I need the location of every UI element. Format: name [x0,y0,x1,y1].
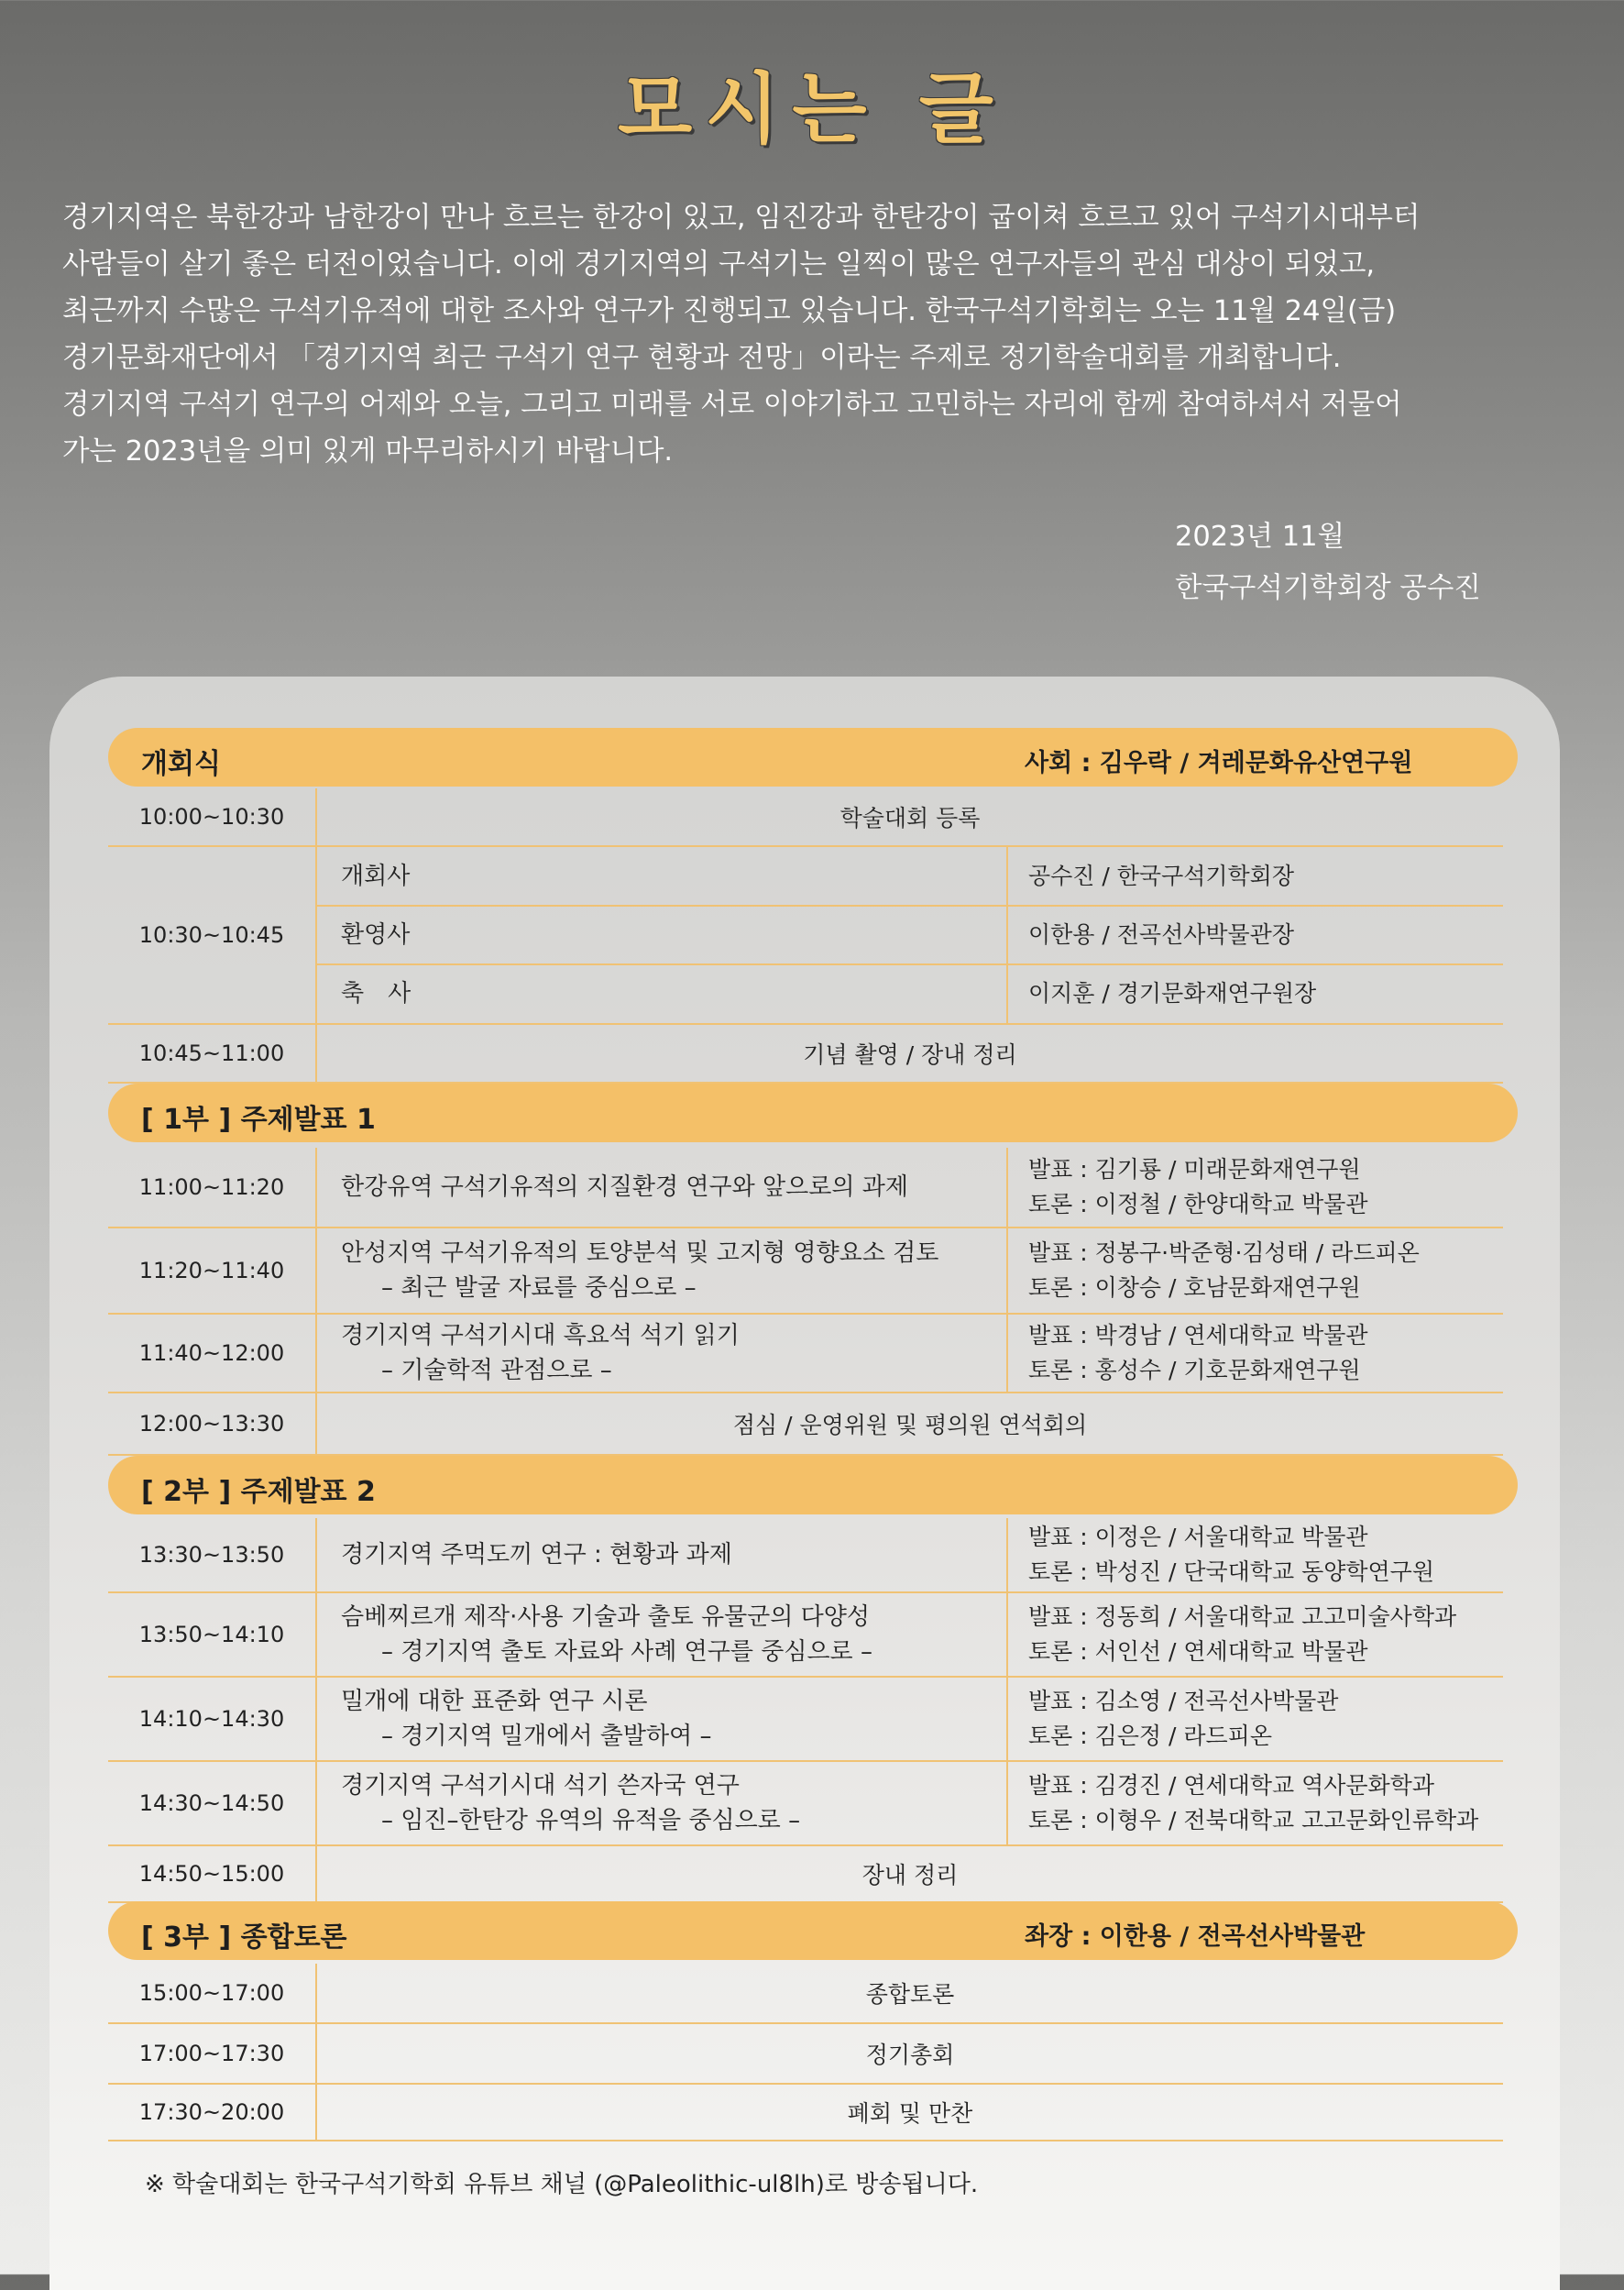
presenter: 발표 : 이정은 / 서울대학교 박물관 [1028,1524,1368,1550]
table-row [108,2085,1503,2141]
discussant: 토론 : 박성진 / 단국대학교 동양학연구원 [1028,1558,1434,1585]
section-bar-part2 [108,1456,1518,1514]
divider [315,1678,317,1760]
presenter: 발표 : 김기룡 / 미래문화재연구원 [1028,1156,1361,1183]
paper-subtitle: – 임진–한탄강 유역의 유적을 중심으로 – [381,1807,801,1834]
row-time: 10:00~10:30 [138,804,285,830]
paper-title [341,1678,1001,1760]
divider [315,1518,317,1591]
divider [1006,1678,1008,1760]
letter-signature: 한국구석기학회장 공수진 [1175,572,1481,604]
letter-line: 경기문화재단에서 「경기지역 최근 구석기 연구 현황과 전망」이라는 주제로 정기학술대회를 개최합니다. [62,342,1342,374]
row-text: 점심 / 운영위원 및 평의원 연석회의 [732,1412,1088,1438]
row-role: 축 사 [341,980,411,1007]
row-text: 정기총회 [865,2042,955,2068]
paper-title-text: 밀개에 대한 표준화 연구 시론 [341,1688,648,1715]
discussant: 토론 : 김은정 / 라드피온 [1028,1723,1272,1749]
row-time: 14:30~14:50 [138,1790,285,1816]
paper-subtitle: – 최근 발굴 자료를 중심으로 – [381,1274,697,1302]
paper-people [1028,1315,1503,1392]
table-row [108,1846,1503,1903]
divider [315,847,317,1023]
table-row [108,788,1503,847]
paper-people [1028,1678,1503,1760]
presenter: 발표 : 정봉구·박준형·김성태 / 라드피온 [1028,1239,1420,1266]
discussant: 토론 : 이창승 / 호남문화재연구원 [1028,1274,1361,1301]
row-person: 이한용 / 전곡선사박물관장 [1028,921,1294,948]
row-time: 17:30~20:00 [138,2099,285,2125]
divider [1006,847,1008,1023]
discussant: 토론 : 홍성수 / 기호문화재연구원 [1028,1357,1361,1383]
row-time: 11:40~12:00 [138,1340,285,1366]
row-time: 12:00~13:30 [138,1411,285,1437]
presenter: 발표 : 박경남 / 연세대학교 박물관 [1028,1322,1368,1349]
paper-subtitle: – 기술학적 관점으로 – [381,1357,612,1384]
row-person: 이지훈 / 경기문화재연구원장 [1028,980,1317,1007]
paper-title-text: 안성지역 구석기유적의 토양분석 및 고지형 영향요소 검토 [341,1239,939,1267]
row-time: 14:50~15:00 [138,1861,285,1887]
letter-line: 경기지역은 북한강과 남한강이 만나 흐르는 한강이 있고, 임진강과 한탄강이 굽이쳐 흐르고 있어 구석기시대부터 [62,202,1421,234]
section-chair: 좌장 : 이한용 / 전곡선사박물관 [1025,1922,1366,1951]
section-host: 사회 : 김우락 / 겨레문화유산연구원 [1025,749,1413,777]
divider [315,1148,317,1227]
row-time: 13:30~13:50 [138,1542,285,1568]
paper-people [1028,1762,1503,1844]
discussant: 토론 : 서인선 / 연세대학교 박물관 [1028,1638,1368,1665]
presenter: 발표 : 정동희 / 서울대학교 고고미술사학과 [1028,1603,1457,1630]
paper-title [341,1148,1001,1227]
table-row [108,1393,1503,1456]
letter-line: 가는 2023년을 의미 있게 마무리하시기 바랍니다. [62,435,674,468]
table-row [108,1315,1503,1393]
paper-people [1028,1228,1503,1313]
divider [1006,1762,1008,1844]
page-title: 모시는 글 [618,64,1006,154]
row-time: 11:00~11:20 [138,1174,285,1200]
row-person: 공수진 / 한국구석기학회장 [1028,863,1294,889]
row-role: 개회사 [341,863,411,890]
divider [317,963,1503,965]
paper-title [341,1228,1001,1313]
section-title: [ 3부 ] 종합토론 [141,1921,347,1954]
table-row [108,1148,1503,1228]
section-title: [ 1부 ] 주제발표 1 [141,1104,376,1136]
row-time: 10:45~11:00 [138,1040,285,1066]
divider [1006,1518,1008,1591]
divider [315,1593,317,1676]
paper-subtitle: – 경기지역 출토 자료와 사례 연구를 중심으로 – [381,1638,872,1666]
paper-title-text: 경기지역 구석기시대 흑요석 석기 읽기 [341,1322,740,1349]
discussant: 토론 : 이정철 / 한양대학교 박물관 [1028,1191,1368,1217]
divider [317,905,1503,907]
divider [1006,1148,1008,1227]
row-time: 14:10~14:30 [138,1706,285,1732]
paper-title-text: 경기지역 주먹도끼 연구 : 현황과 과제 [341,1541,732,1569]
section-bar-part1 [108,1084,1518,1142]
paper-title-text: 슴베찌르개 제작·사용 기술과 출토 유물군의 다양성 [341,1603,871,1631]
presenter: 발표 : 김소영 / 전곡선사박물관 [1028,1688,1339,1714]
row-text: 폐회 및 만찬 [847,2100,973,2127]
discussant: 토론 : 이형우 / 전북대학교 고고문화인류학과 [1028,1807,1479,1833]
letter-date: 2023년 11월 [1175,521,1345,553]
letter-line: 경기지역 구석기 연구의 어제와 오늘, 그리고 미래를 서로 이야기하고 고민하는 자리에 함께 참여하셔서 저물어 [62,389,1402,421]
divider [315,1228,317,1313]
row-role: 환영사 [341,921,411,949]
paper-title-text: 경기지역 구석기시대 석기 쓴자국 연구 [341,1772,740,1800]
table-row [108,847,1503,1025]
table-row [108,1964,1503,2024]
letter-line: 사람들이 살기 좋은 터전이었습니다. 이에 경기지역의 구석기는 일찍이 많은 연구자들의 관심 대상이 되었고, [62,248,1376,281]
paper-people [1028,1148,1503,1227]
divider [315,1315,317,1392]
row-text: 종합토론 [865,1981,955,2008]
section-title: [ 2부 ] 주제발표 2 [141,1476,376,1508]
table-row [108,1518,1503,1593]
row-text: 학술대회 등록 [839,805,981,831]
paper-people [1028,1518,1503,1591]
row-text: 기념 촬영 / 장내 정리 [803,1041,1017,1068]
section-bar-part3 [108,1901,1518,1960]
table-row [108,1593,1503,1678]
divider [1006,1593,1008,1676]
invitation-letter [62,194,1565,475]
row-text: 장내 정리 [861,1862,959,1888]
section-bar-opening [108,728,1518,787]
table-row [108,2024,1503,2085]
table-row [108,1762,1503,1846]
row-time: 10:30~10:45 [138,922,285,948]
letter-line: 최근까지 수많은 구석기유적에 대한 조사와 연구가 진행되고 있습니다. 한국구석기학회는 오는 11월 24일(금) [62,295,1397,327]
row-time: 13:50~14:10 [138,1622,285,1647]
paper-title [341,1762,1001,1844]
paper-title [341,1593,1001,1676]
section-title: 개회식 [141,748,221,780]
broadcast-note: ※ 학술대회는 한국구석기학회 유튜브 채널 (@Paleolithic-ul8lh)로 방송됩니다. [145,2171,979,2198]
paper-people [1028,1593,1503,1676]
divider [1006,1315,1008,1392]
table-row [108,1228,1503,1315]
table-row [108,1678,1503,1762]
paper-subtitle: – 경기지역 밀개에서 출발하여 – [381,1723,712,1750]
row-time: 15:00~17:00 [138,1980,285,2006]
row-time: 11:20~11:40 [138,1258,285,1283]
paper-title-text: 한강유역 구석기유적의 지질환경 연구와 앞으로의 과제 [341,1173,908,1201]
divider [315,1762,317,1844]
row-time: 17:00~17:30 [138,2041,285,2066]
table-row [108,1025,1503,1084]
presenter: 발표 : 김경진 / 연세대학교 역사문화학과 [1028,1772,1434,1799]
paper-title [341,1518,1001,1591]
paper-title [341,1315,1001,1392]
divider [1006,1228,1008,1313]
